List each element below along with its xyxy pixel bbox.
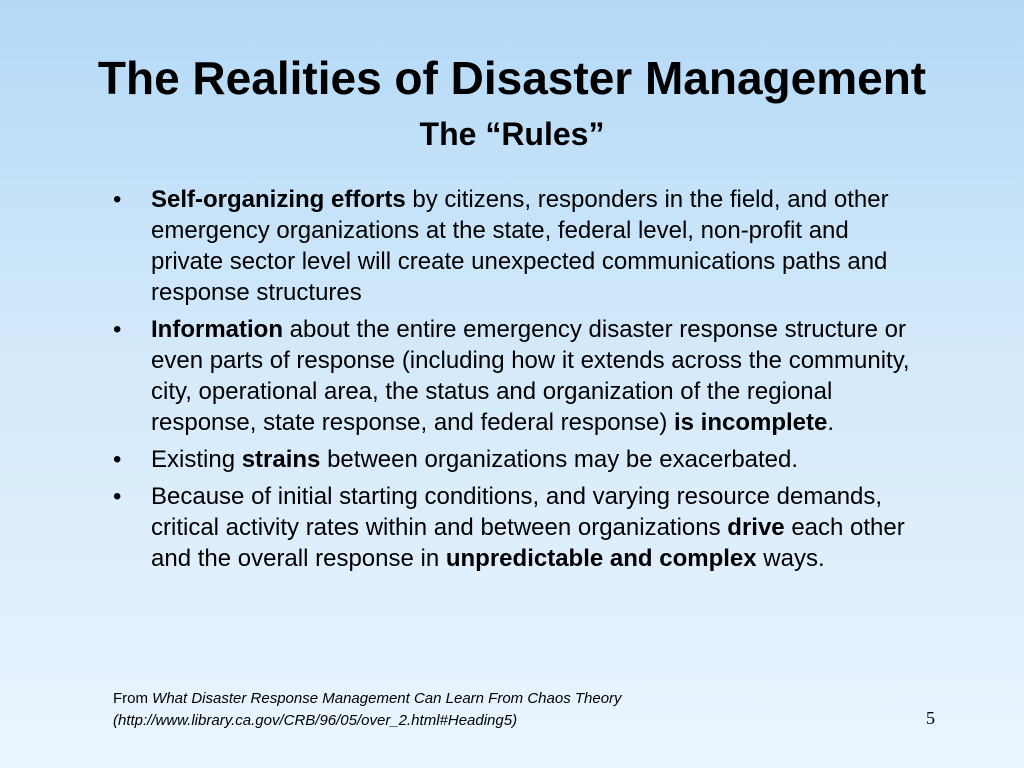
slide-subtitle: The “Rules” [419, 116, 605, 152]
bullet-text: ways. [756, 545, 825, 572]
bullet-emphasis: strains [241, 446, 321, 473]
bullet-item [113, 184, 913, 308]
bullet-item [113, 481, 913, 574]
slide-title: The Realities of Disaster Management [97, 52, 927, 104]
bullet-marker: • [113, 446, 122, 473]
bullet-text: each other and the overall response in [151, 514, 905, 572]
citation-prefix: From [113, 690, 153, 707]
bullet-marker: • [113, 483, 122, 510]
bullet-marker: • [113, 186, 122, 213]
bullet-text: by citizens, responders in the field, and other emergency organizations at the state, federal level, non-profit and private sector level will create unexpected communications paths and response structures [151, 186, 889, 306]
bullet-emphasis: is incomplete [673, 409, 828, 436]
bullet-emphasis: Information [151, 316, 283, 343]
bullet-text: Because of initial starting conditions, and varying resource demands, critical activity rates within and between organizations [151, 483, 883, 541]
citation-url: (http://www.library.ca.gov/CRB/96/05/over_2.html#Heading5) [113, 712, 518, 729]
source-citation [113, 688, 833, 732]
page-number: 5 [926, 708, 935, 728]
bullet-list [113, 184, 913, 580]
bullet-item [113, 444, 913, 475]
bullet-emphasis: Self-organizing efforts [151, 186, 406, 213]
bullet-text: . [827, 409, 835, 436]
bullet-text: between organizations may be exacerbated. [320, 446, 799, 473]
bullet-emphasis: unpredictable and complex [445, 545, 757, 572]
bullet-item [113, 314, 913, 438]
citation-title: What Disaster Response Management Can Learn From Chaos Theory [152, 690, 622, 707]
bullet-text: about the entire emergency disaster response structure or even parts of response (including how it extends across the community, city, operational area, the status and organization of the regional response, state response, and federal response) [151, 316, 910, 436]
bullet-marker: • [113, 316, 122, 343]
bullet-emphasis: drive [727, 514, 785, 541]
bullet-text: Existing [151, 446, 242, 473]
